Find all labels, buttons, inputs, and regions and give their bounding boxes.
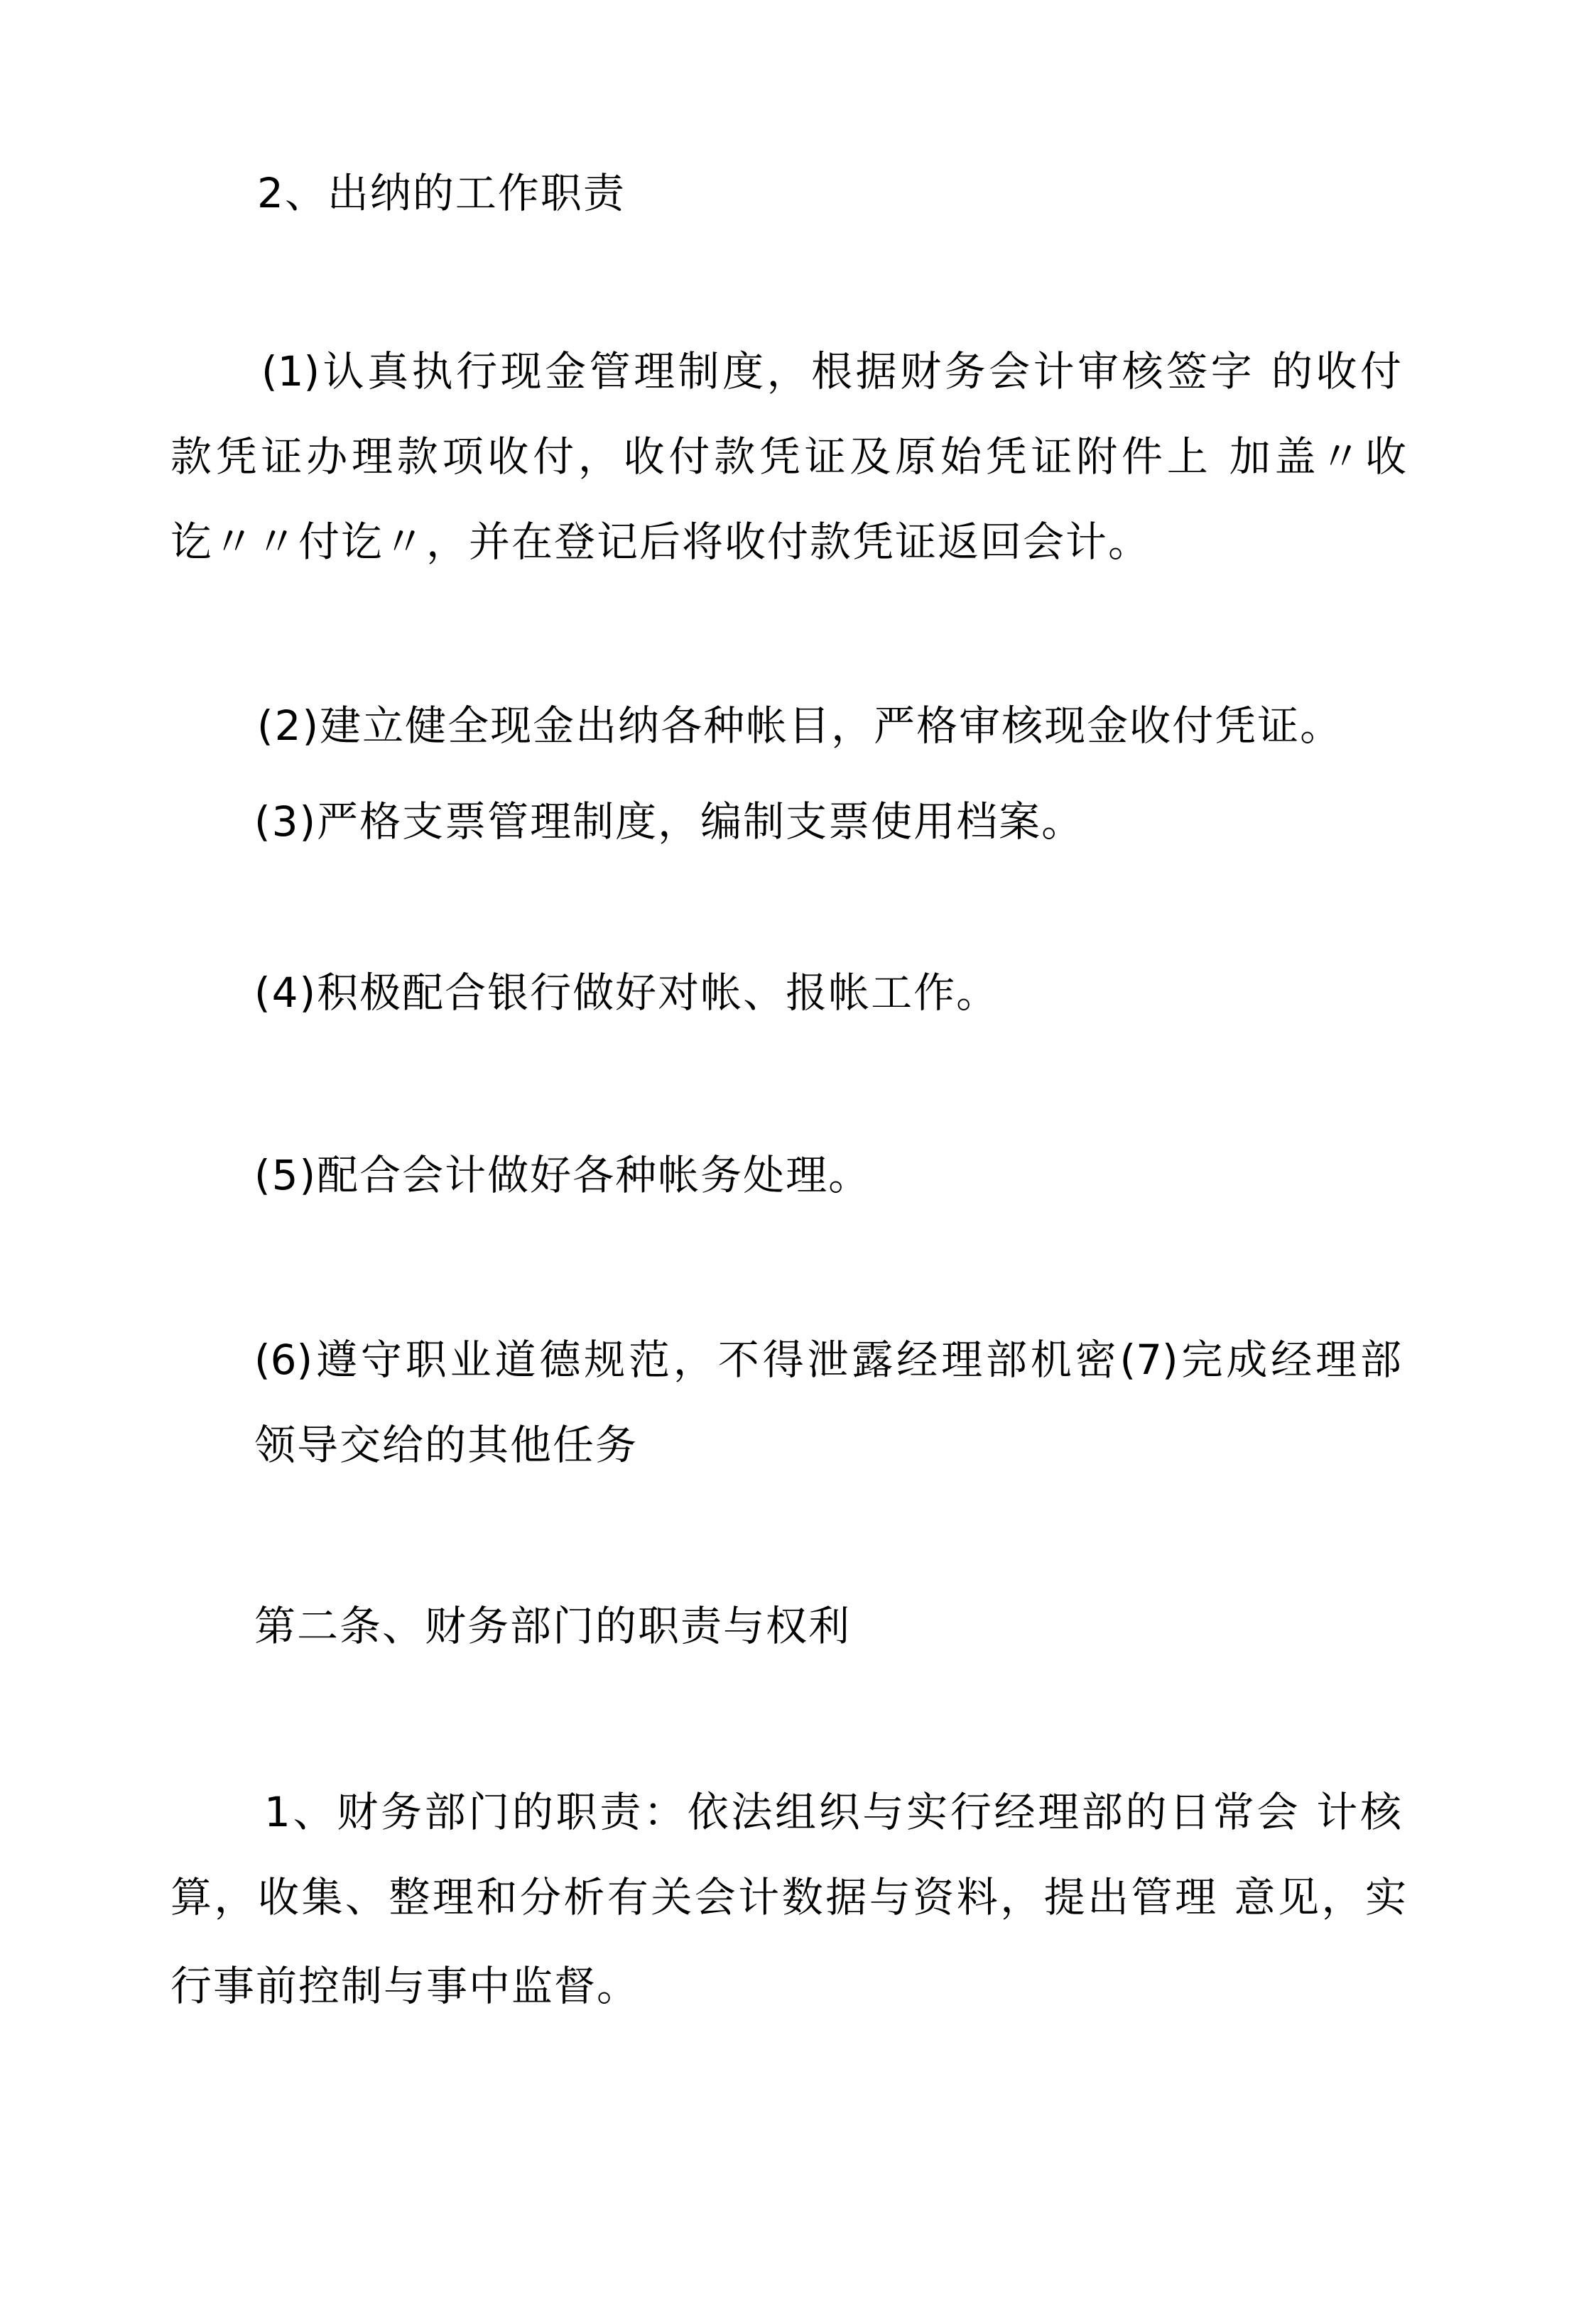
article-heading: 第二条、财务部门的职责与权利 [254,1602,852,1650]
duty-1-line-2: 款凭证办理款项收付，收付款凭证及原始凭证附件上 加盖〃收 [170,432,1406,481]
duty-6-7-line-2: 领导交给的其他任务 [254,1421,639,1469]
duty-2: (2)建立健全现金出纳各种帐目，严格审核现金收付凭证。 [257,702,1343,750]
department-duty-line-2: 算，收集、整理和分析有关会计数据与资料，提出管理 意见，实 [170,1873,1406,1921]
department-duty-line-3: 行事前控制与事中监督。 [170,1962,640,2010]
duty-5: (5)配合会计做好各种帐务处理。 [254,1151,872,1199]
duty-3: (3)严格支票管理制度，编制支票使用档案。 [254,797,1085,846]
department-duty-line-1: 1、财务部门的职责：依法组织与实行经理部的日常会 计核 [264,1788,1401,1836]
duty-1-line-3: 讫〃〃付讫〃，并在登记后将收付款凭证返回会计。 [170,518,1151,566]
duty-4: (4)积极配合银行做好对帐、报帐工作。 [254,969,999,1017]
duty-1-line-1: (1)认真执行现金管理制度，根据财务会计审核签字 的收付 [261,347,1401,395]
section-heading: 2、出纳的工作职责 [257,169,626,217]
duty-6-7-line-1: (6)遵守职业道德规范，不得泄露经理部机密(7)完成经理部 [254,1336,1401,1384]
